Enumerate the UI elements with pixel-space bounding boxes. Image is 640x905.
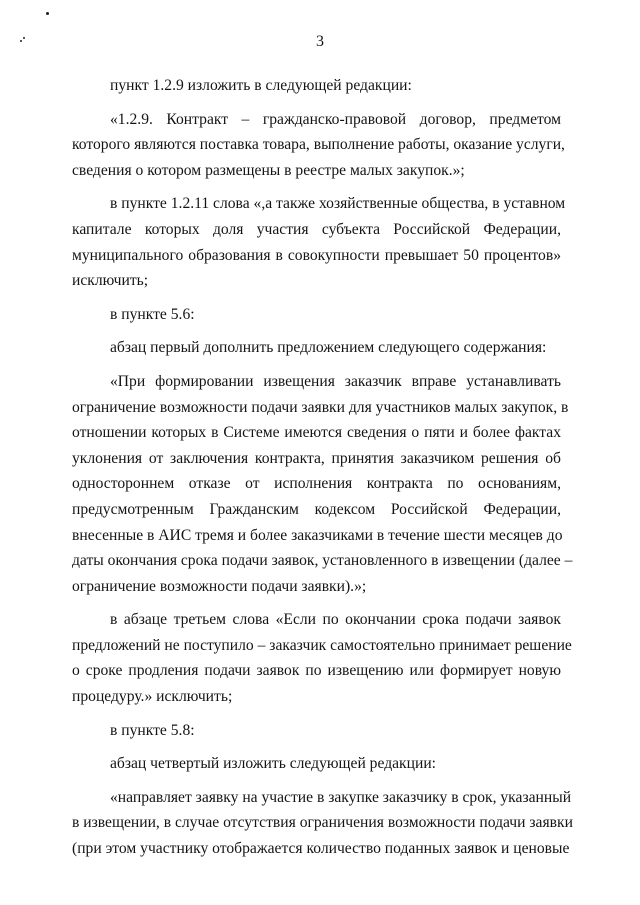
text-line: «При формировании извещения заказчик вправе устанавливать [110, 372, 561, 390]
text-line: отношении которых в Системе имеются сведения о пяти и более фактах [72, 424, 561, 442]
scan-speck [46, 12, 49, 15]
text-line: исключить; [72, 272, 149, 290]
document-body [72, 73, 573, 862]
text-line: в извещении, в случае отсутствия ограничения возможности подачи заявки [72, 814, 573, 832]
text-line: капитале которых доля участия субъекта Российской Федерации, [72, 220, 561, 238]
text-line: абзац четвертый изложить следующей редакции: [110, 755, 436, 773]
text-line: внесенные в АИС тремя и более заказчиками в течение шести месяцев до [72, 526, 563, 544]
text-line: в абзаце третьем слова «Если по окончании срока подачи заявок [110, 611, 561, 629]
text-line: в пункте 1.2.11 слова «,а также хозяйственные общества, в уставном [110, 195, 566, 213]
text-line: муниципального образования в совокупности превышает 50 процентов» [72, 246, 561, 264]
text-line: которого являются поставка товара, выполнение работы, оказание услуги, [72, 136, 565, 154]
text-line: абзац первый дополнить предложением следующего содержания: [110, 339, 547, 357]
text-line: пункт 1.2.9 изложить в следующей редакции: [110, 77, 412, 94]
text-line: уклонения от заключения контракта, принятия заказчиком решения об [72, 449, 561, 467]
text-line: процедуру.» исключить; [72, 688, 233, 706]
text-line: предусмотренным Гражданским кодексом Российской Федерации, [72, 500, 561, 518]
text-line: «1.2.9. Контракт – гражданско-правовой договор, предметом [110, 110, 561, 128]
page-number: 3 [316, 33, 324, 50]
text-line: «направляет заявку на участие в закупке заказчику в срок, указанный [110, 788, 572, 806]
text-line: о сроке продления подачи заявок по извещению или формирует новую [72, 662, 561, 680]
text-line: в пункте 5.6: [110, 305, 195, 323]
text-line: (при этом участнику отображается количество поданных заявок и ценовые [72, 840, 570, 858]
text-line: даты окончания срока подачи заявок, установленного в извещении (далее – [72, 552, 573, 570]
text-line: предложений не поступило – заказчик самостоятельно принимает решение [72, 636, 572, 654]
text-line: одностороннем отказе от исполнения контракта по основаниям, [72, 475, 561, 493]
text-line: сведения о котором размещены в реестре малых закупок.»; [72, 161, 465, 179]
text-line: ограничение возможности подачи заявки для участников малых закупок, в [72, 398, 569, 416]
text-line: ограничение возможности подачи заявки).»; [72, 577, 367, 595]
text-line: в пункте 5.8: [110, 721, 195, 739]
